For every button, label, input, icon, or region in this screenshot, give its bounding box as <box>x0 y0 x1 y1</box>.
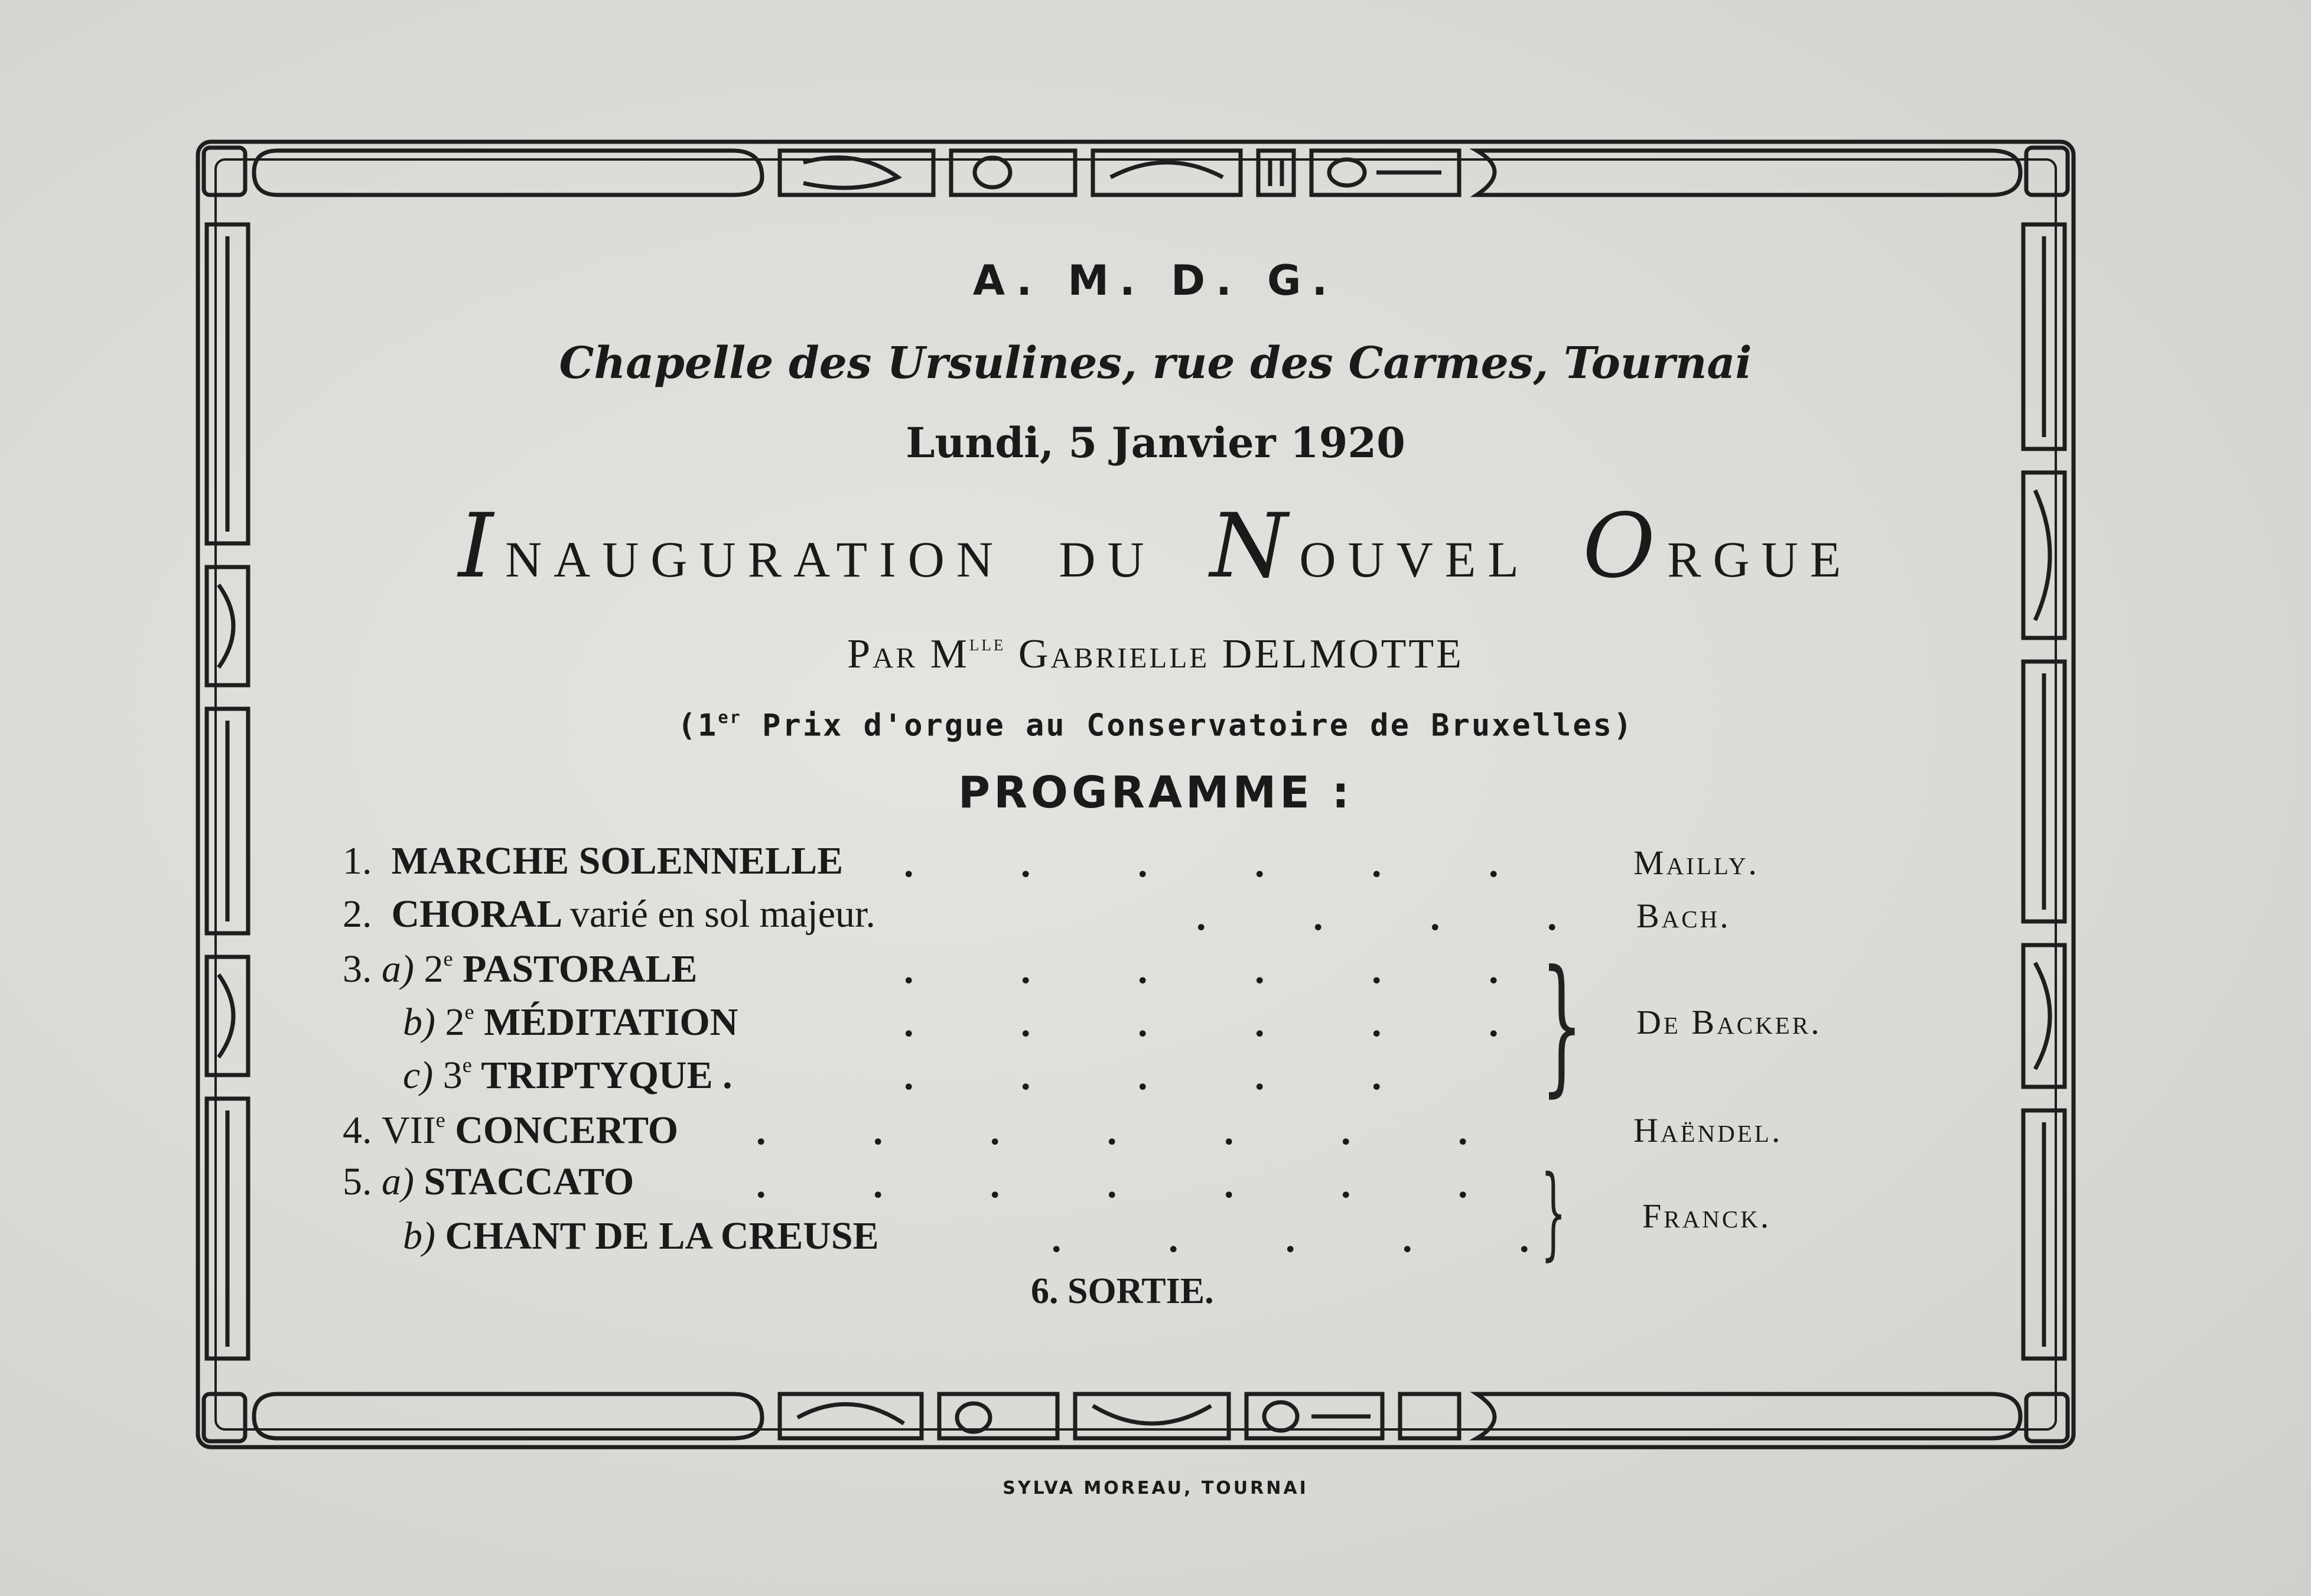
composer-de-backer: De Backer. <box>1636 1003 1822 1041</box>
composer-franck: Franck. <box>1642 1197 1772 1235</box>
programme-heading: PROGRAMME : <box>958 767 1353 818</box>
programme-item-3a: 3. a) 2e PASTORALE <box>343 947 698 991</box>
title-word-inauguration: NAUGURATION <box>505 531 1005 588</box>
brace-item-3: } <box>1541 939 1583 1110</box>
amdg-heading: A. M. D. G. <box>972 256 1339 305</box>
title-initial-i: I <box>458 495 506 598</box>
performer-line <box>0 632 2311 675</box>
performer-distinction: (1er Prix d'orgue au Conservatoire de Bruxelles) <box>677 707 1634 744</box>
composer-haendel: Haëndel. <box>1633 1111 1783 1149</box>
title-word-orgue: RGUE <box>1667 531 1853 588</box>
title-initial-n: N <box>1210 495 1300 598</box>
programme-item-2: 2. CHORAL varié en sol majeur. <box>343 893 875 936</box>
brace-item-5: } <box>1541 1154 1567 1271</box>
programme-item-3b: b) 2e MÉDITATION <box>403 1000 738 1044</box>
programme-item-3c: c) 3e TRIPTYQUE . <box>403 1053 733 1097</box>
performer-first-name: Gabrielle <box>1018 631 1210 677</box>
programme-item-1: 1. MARCHE SOLENNELLE <box>343 839 844 882</box>
printer-imprint: SYLVA MOREAU, TOURNAI <box>1002 1478 1309 1499</box>
date-line: Lundi, 5 Janvier 1920 <box>906 418 1405 467</box>
event-title <box>0 495 2311 598</box>
title-word-du: DU <box>1059 531 1156 588</box>
composer-bach: Bach. <box>1636 897 1731 935</box>
performer-mlle: $M^{lle}$ <box>930 631 1006 677</box>
composer-mailly: Mailly. <box>1633 843 1759 882</box>
title-initial-o: O <box>1583 495 1668 598</box>
programme-item-4: 4. VIIe CONCERTO <box>343 1108 679 1152</box>
performer-surname: DELMOTTE <box>1222 631 1464 677</box>
title-word-nouvel: OUVEL <box>1299 531 1529 588</box>
venue-line: Chapelle des Ursulines, rue des Carmes, Tournai <box>559 338 1752 389</box>
performer-par: Par <box>847 631 918 677</box>
programme-item-5b: b) CHANT DE LA CREUSE <box>403 1214 879 1258</box>
programme-item-5a: 5. a) STACCATO <box>343 1160 634 1203</box>
programme-item-6: 6. SORTIE. <box>1031 1271 1214 1311</box>
